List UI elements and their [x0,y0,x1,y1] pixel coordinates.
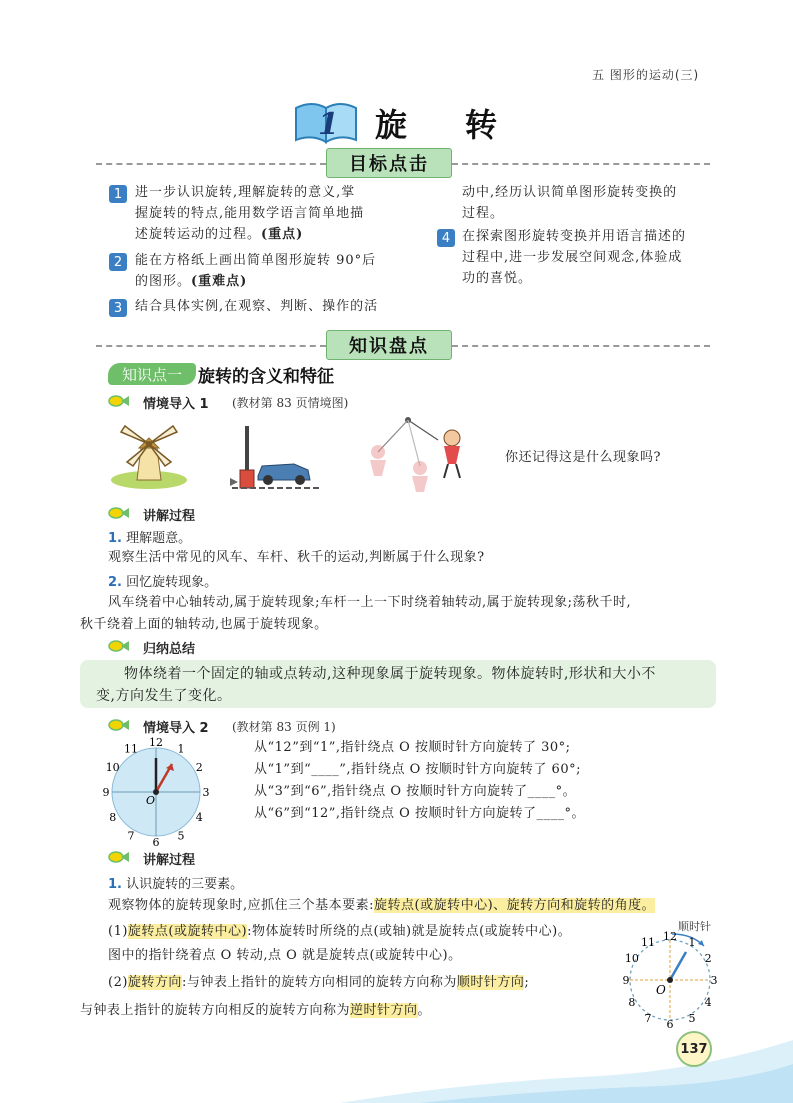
goal-text: 在探索图形旋转变换并用语言描述的 过程中,进一步发展空间观念,体验成 功的喜悦。 [462,229,687,286]
paragraph: 观察生活中常见的风车、车杆、秋千的运动,判断属于什么现象? [108,550,485,565]
wave-decoration [0,1020,793,1103]
summary-box: 物体绕着一个固定的轴或点转动,这种现象属于旋转现象。物体旋转时,形状和大小不 变,方向发生了变化。 [80,660,716,708]
intro2-note: (教材第 83 页例 1) [232,720,336,734]
paragraph: 观察物体的旋转现象时,应抓住三个基本要素:旋转点(或旋转中心)、旋转方向和旋转的角度。 [108,898,656,913]
goal-tag: (重难点) [191,274,248,289]
clock-numeral: 6 [666,1018,674,1031]
example-line: 从“12”到“1”,指针绕点 O 按顺时针方向旋转了 30°; [254,740,571,755]
highlight: 旋转点(或旋转中心) [127,924,248,939]
paragraph: 图中的指针绕着点 O 转动,点 O 就是旋转点(或旋转中心)。 [108,948,462,963]
clock-diagram [102,736,210,849]
chapter-header: 五 图形的运动(三) [592,68,700,82]
goal-tag: (重点) [261,227,304,242]
paragraph: (1)旋转点(或旋转中心):物体旋转时所绕的点(或轴)就是旋转点(或旋转中心)。 [108,924,572,939]
clock-numeral: 3 [710,974,718,987]
intro1-note: (教材第 83 页情境图) [232,396,349,410]
marker-icon [108,851,130,863]
clock-numeral: 9 [622,974,630,987]
clock-numeral: 1 [177,742,185,756]
clock-numeral: 10 [105,761,120,774]
intro1-label: 情境导入 1 [143,397,209,412]
paragraph: (2)旋转方向:与钟表上指针的旋转方向相同的旋转方向称为顺时针方向; [108,975,530,990]
paragraph: 秋千绕着上面的轴转动,也属于旋转现象。 [80,617,328,632]
title-number: 1 [318,107,339,142]
highlight: 旋转方向 [127,975,182,990]
goal-number: 2 [109,253,127,271]
clock-numeral: 8 [628,996,636,1009]
highlight: 顺时针方向 [456,975,525,990]
goal-text: 能在方格纸上画出简单图形旋转 90°后 的图形。(重难点) [135,253,377,289]
highlight: 旋转点(或旋转中心)、旋转方向和旋转的角度。 [374,898,656,913]
clock-numeral: 2 [704,952,712,965]
clock-numeral: 11 [641,935,655,949]
clock-numeral: 9 [102,786,110,799]
divider [96,345,326,347]
clock-numeral: 1 [688,935,696,949]
paragraph: 与钟表上指针的旋转方向相反的旋转方向称为逆时针方向。 [80,1003,432,1018]
knowledge-point-title: 旋转的含义和特征 [198,367,334,387]
clock-numeral: 8 [109,811,117,824]
goal-text-continued: 动中,经历认识简单图形旋转变换的 过程。 [462,185,678,221]
marker-icon [108,640,130,652]
clock-numeral: 2 [195,761,203,774]
section-title-knowledge: 知识盘点 [326,330,452,360]
example-line: 从“3”到“6”,指针绕点 O 按顺时针方向旋转了____°。 [254,784,577,799]
example-line: 从“1”到“____”,指针绕点 O 按顺时针方向旋转了 60°; [254,762,581,777]
clock-numeral: 3 [202,786,210,799]
marker-icon [108,507,130,519]
highlight: 逆时针方向 [350,1003,418,1018]
goal-text: 进一步认识旋转,理解旋转的意义,掌 握旋转的特点,能用数学语言简单地描 述旋转运动的过程。(重点) [135,185,365,242]
clockwise-caption: 顺时针 [678,920,711,933]
divider [452,163,710,165]
center-label: O [656,983,666,997]
barrier-gate-image [230,418,322,490]
section-title-goals: 目标点击 [326,148,452,178]
page-number: 137 [676,1031,712,1067]
divider [96,163,326,165]
goal-number: 3 [109,299,127,317]
clock-numeral: 11 [124,742,138,756]
goal-number: 4 [437,229,455,247]
divider [452,345,710,347]
clock-numeral: 4 [704,996,712,1009]
marker-icon [108,719,130,731]
clock-numeral: 4 [195,811,203,824]
step-heading: 1. 认识旋转的三要素。 [108,877,244,892]
goal-text: 结合具体实例,在观察、判断、操作的活 [135,299,379,314]
explain2-label: 讲解过程 [143,853,196,868]
windmill-image [107,418,191,490]
clock-numeral: 10 [624,952,639,965]
goal-number: 1 [109,185,127,203]
example-line: 从“6”到“12”,指针绕点 O 按顺时针方向旋转了____°。 [254,806,585,821]
clock-numeral: 5 [177,829,185,843]
clock-numeral: 6 [152,836,160,849]
step-heading: 2. 回忆旋转现象。 [108,575,218,590]
clock-numeral: 7 [644,1012,652,1026]
explain1-label: 讲解过程 [143,509,196,524]
summary-label: 归纳总结 [143,642,196,657]
clock-numeral: 12 [663,930,677,943]
intro2-label: 情境导入 2 [143,721,209,736]
clock-numeral: 7 [127,829,135,843]
knowledge-point-badge: 知识点一 [108,363,196,385]
clockwise-clock-diagram [620,928,720,1030]
paragraph: 风车绕着中心轴转动,属于旋转现象;车杆一上一下时绕着轴转动,属于旋转现象;荡秋千时, [108,595,632,610]
center-label: O [146,794,156,807]
clock-numeral: 5 [688,1012,696,1026]
intro1-question: 你还记得这是什么现象吗? [505,450,661,465]
marker-icon [108,395,130,407]
page-title: 旋转 [375,106,556,144]
swing-image [342,412,484,496]
clock-numeral: 12 [149,736,163,749]
book-icon [292,98,360,146]
step-heading: 1. 理解题意。 [108,531,192,546]
